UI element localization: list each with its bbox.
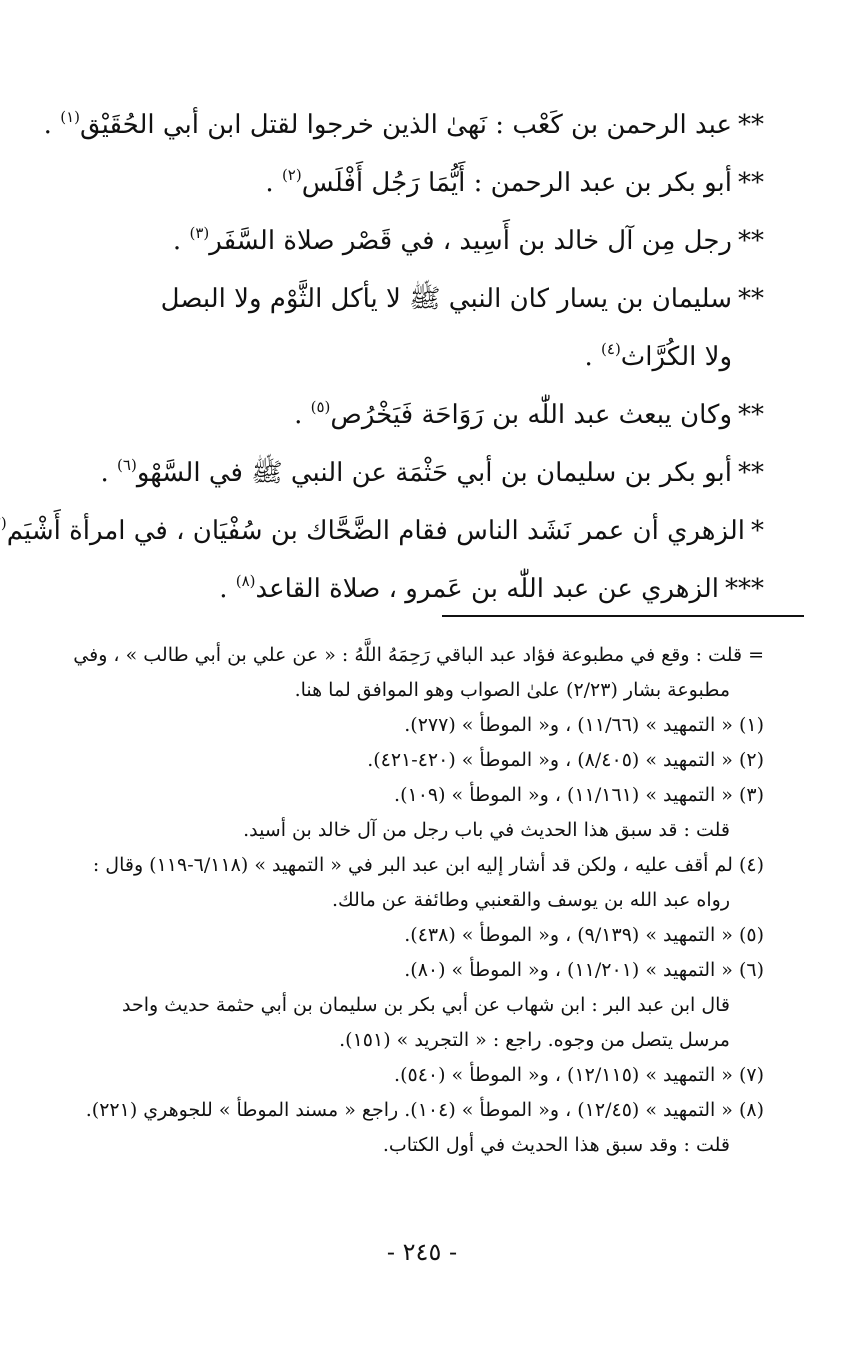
footnote-ref[interactable]: (٦) <box>117 456 137 474</box>
narrator-entry <box>62 212 764 270</box>
footnote-text: « التمهيد » (١١/٦٦) ، و« الموطأ » (٢٧٧). <box>404 714 733 736</box>
footnote-number: (١) <box>738 714 764 736</box>
footnote-3 <box>50 778 764 813</box>
narrator-entry <box>0 502 764 560</box>
footnote-number: (٧) <box>738 1064 764 1086</box>
footnotes <box>50 638 764 1163</box>
footnote-text: قلت : وقع في مطبوعة فؤاد عبد الباقي رَحِمَهُ اللَّهُ : « عن علي بن أبي طالب » ، وفي <box>73 644 743 666</box>
entry-text: وكان يبعث عبد اللّٰه بن رَوَاحَة فَيَخْرُص <box>330 400 732 430</box>
footnote-3-remark: قلت : قد سبق هذا الحديث في باب رجل من آل خالد بن أسيد. <box>243 819 730 841</box>
footnote-8 <box>50 1093 764 1128</box>
footnote-8-remark: قلت : وقد سبق هذا الحديث في أول الكتاب. <box>382 1134 730 1156</box>
footnote-text: « التمهيد » (١١/٢٠١) ، و« الموطأ » (٨٠). <box>404 959 733 981</box>
entry-marker: ** <box>738 458 764 488</box>
footnote-7 <box>50 1058 764 1093</box>
footnote-6 <box>50 953 764 988</box>
footnote-ref[interactable]: (٤) <box>601 340 621 358</box>
entry-end: . <box>100 458 118 488</box>
entry-end: . <box>43 110 61 140</box>
footnote-divider <box>442 615 804 617</box>
narrator-entry <box>62 560 764 618</box>
entry-marker: ** <box>738 400 764 430</box>
footnote-number: (٨) <box>738 1099 764 1121</box>
footnote-text: « التمهيد » (٨/٤٠٥) ، و« الموطأ » (٤٢٠-٤٢١). <box>367 749 733 771</box>
main-text <box>0 96 764 618</box>
narrator-entry <box>62 154 764 212</box>
entry-marker: ** <box>738 226 764 256</box>
entry-end: . <box>294 400 311 430</box>
footnote-ref[interactable]: (٣) <box>189 224 210 242</box>
entry-text: سليمان بن يسار كان النبي ﷺ لا يأكل الثَّوْم ولا البصل <box>160 284 732 314</box>
entry-text: أبو بكر بن سليمان بن أبي حَثْمَة عن النبي ﷺ في السَّهْو <box>136 458 732 488</box>
entry-text: الزهري عن عبد اللّٰه بن عَمرو ، صلاة القاعد <box>255 574 719 604</box>
entry-end: . <box>172 226 190 256</box>
footnote-2 <box>50 743 764 778</box>
entry-marker: ** <box>738 110 764 140</box>
entry-marker: ** <box>738 168 764 198</box>
footnote-carryover-line: مطبوعة بشار (٢/٢٣) علىٰ الصواب وهو الموافق لما هنا. <box>294 679 730 701</box>
footnote-text: « التمهيد » (١١/١٦١) ، و« الموطأ » (١٠٩). <box>394 784 733 806</box>
footnote-1 <box>50 708 764 743</box>
footnote-text: « التمهيد » (٩/١٣٩) ، و« الموطأ » (٤٣٨). <box>404 924 733 946</box>
footnote-number: (٦) <box>738 959 764 981</box>
footnote-ref[interactable]: (١) <box>60 108 80 126</box>
footnote-number: (٥) <box>738 924 764 946</box>
narrator-list <box>0 96 764 618</box>
entry-continuation: ولا الكُرَّاث <box>620 342 732 372</box>
footnote-5 <box>50 918 764 953</box>
entry-text: عبد الرحمن بن كَعْب : نَهىٰ الذين خرجوا لقتل ابن أبي الحُقَيْق <box>79 110 732 140</box>
footnote-number: (٣) <box>738 784 764 806</box>
entry-end: . <box>265 168 282 198</box>
entry-text: أبو بكر بن عبد الرحمن : أَيُّمَا رَجُل أَفْلَس <box>301 168 732 198</box>
footnote-4-continuation: رواه عبد الله بن يوسف والقعنبي وطائفة عن مالك. <box>331 889 730 911</box>
footnote-text: لم أقف عليه ، ولكن قد أشار إليه ابن عبد البر في « التمهيد » (٦/١١٨-١١٩) وقال : <box>92 854 733 876</box>
footnote-6-remark: قال ابن عبد البر : ابن شهاب عن أبي بكر بن سليمان بن أبي حثمة حديث واحد <box>122 994 730 1016</box>
entry-marker: ** <box>738 284 764 314</box>
narrator-entry <box>43 96 764 154</box>
entry-end: . <box>584 342 602 372</box>
footnote-text: « التمهيد » (١٢/٤٥) ، و« الموطأ » (١٠٤). راجع « مسند الموطأ » للجوهري (٢٢١). <box>85 1099 733 1121</box>
continuation-mark: = <box>748 644 764 666</box>
entry-text: رجل مِن آل خالد بن أَسِيد ، في قَصْر صلاة السَّفَر <box>209 226 732 256</box>
footnote-text: « التمهيد » (١٢/١١٥) ، و« الموطأ » (٥٤٠). <box>394 1064 733 1086</box>
narrator-entry <box>62 270 764 386</box>
narrator-entry <box>62 386 764 444</box>
footnote-ref[interactable]: (٨) <box>235 572 256 590</box>
footnote-carryover <box>50 638 764 673</box>
narrator-entry <box>62 444 764 502</box>
entry-text: الزهري أن عمر نَشَد الناس فقام الضَّحَّاك بن سُفْيَان ، في امرأة أَشْيَم <box>6 516 745 546</box>
entry-marker: * <box>751 516 764 546</box>
footnote-6-remark-line: مرسل يتصل من وجوه. راجع : « التجريد » (١٥١). <box>339 1029 730 1051</box>
page-number: - ٢٤٥ - <box>386 1238 458 1266</box>
footnote-ref[interactable]: (٢) <box>281 166 302 184</box>
entry-marker: *** <box>725 574 764 604</box>
footnote-4 <box>50 848 764 883</box>
footnote-number: (٤) <box>738 854 764 876</box>
footnote-ref[interactable]: (٥) <box>310 398 331 416</box>
entry-end: . <box>219 574 236 604</box>
footnote-number: (٢) <box>738 749 764 771</box>
footnote-ref[interactable]: ( <box>0 514 7 532</box>
